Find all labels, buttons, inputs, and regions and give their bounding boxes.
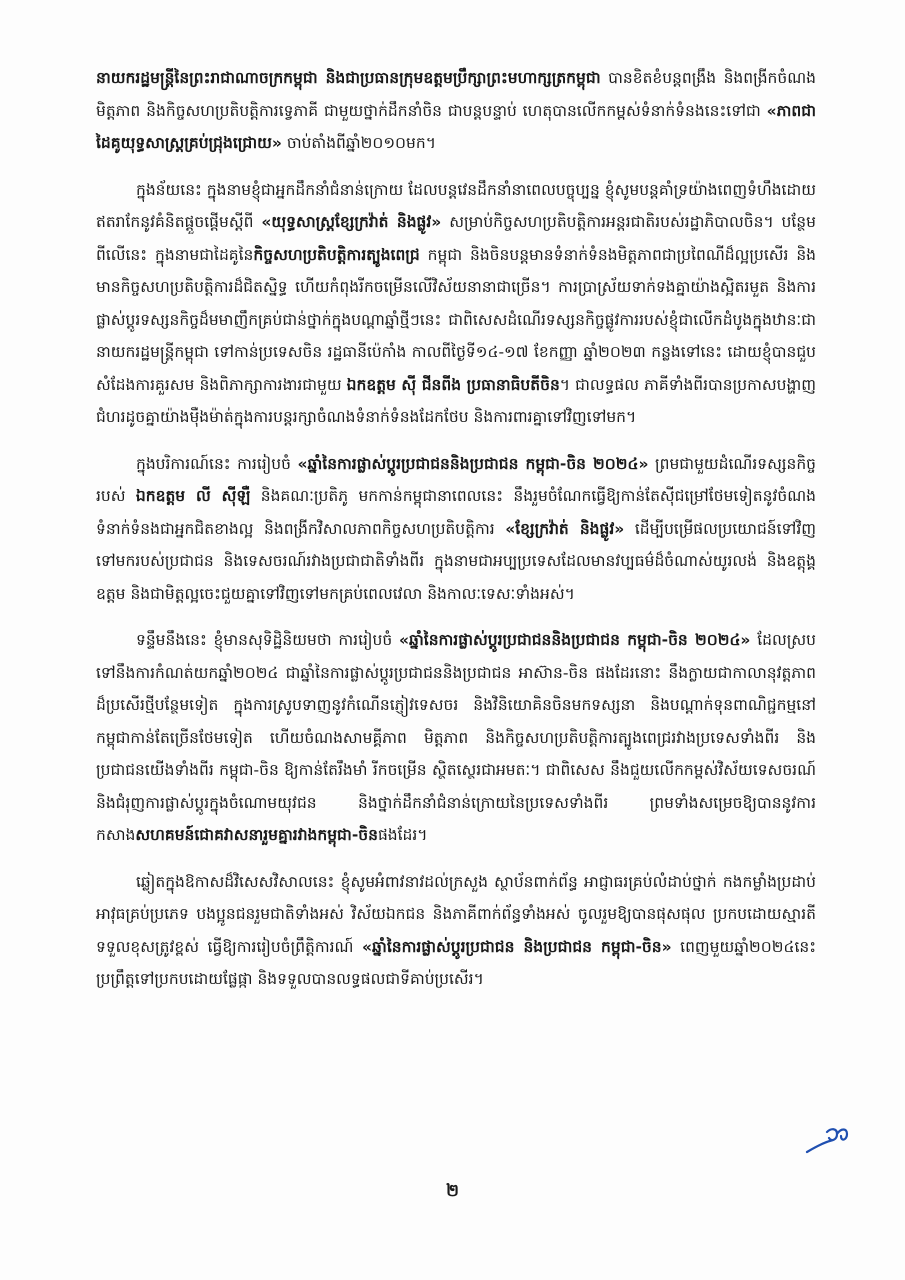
bold-text: កិច្ចសហប្រតិបត្តិការត្បូងពេជ្រ [253, 245, 420, 264]
body-text: ដែលស្របទៅនឹងការកំណត់យកឆ្នាំ២០២៤ ជាឆ្នាំនៃការផ្លាស់ប្តូរប្រជាជននិងប្រជាជន អាស៊ាន-ចិន ផងដែរនោះ នឹងក្លាយជាកាលានុវត្តភាពដ៏ប្រសើរថ្មីបន្ថែមទៀត ក្នុងការស្រូបទាញនូវកំណើនភ្ញៀវទេសចរ និងវិនិយោគិនចិនមកទស្សនា និងបណ្តាក់ទុនពាណិជ្ជកម្មនៅកម្ពុជាកាន់តែច្រើនថែមទៀត ហើយចំណងសាមគ្គីភាព មិត្តភាព និងកិច្ចសហប្រតិបត្តិការត្បូងពេជ្ររវាងប្រទេសទាំងពីរ និងប្រជាជនយើងទាំងពីរ កម្ពុជា-ចិន ឱ្យកាន់តែរឹងមាំ រីកចម្រើន ស្ថិតស្ថេរជាអមតៈ។ ជាពិសេស នឹងជួយលើកកម្ពស់វិស័យទេសចរណ៍ និងជំរុញការផ្លាស់ប្តូរក្នុងចំណោមយុវជន និងថ្នាក់ដឹកនាំជំនាន់ក្រោយនៃប្រទេសទាំងពីរ ព្រមទាំងសម្រេចឱ្យបាននូវការកសាង [96, 631, 816, 844]
body-text: ពេញមួយឆ្នាំ២០២៤នេះ ប្រព្រឹត្តទៅប្រកបដោយផ្លែផ្កា និងទទួលបានលទ្ធផលជាទីគាប់ប្រសើរ។ [96, 937, 817, 988]
paragraph [96, 866, 816, 996]
body-text: ។ ជាលទ្ធផល ភាគីទាំងពីរបានប្រកាសបង្ហាញជំហរដូចគ្នាយ៉ាងម៉ឺងម៉ាត់ក្នុងការបន្តរក្សាចំណងទំនាក់ទំនងដែកថែប និងការពារគ្នាទៅវិញទៅមក។ [96, 375, 816, 426]
bold-text: «ភាពជាដៃគូយុទ្ធសាស្ត្រគ្រប់ជ្រុងជ្រោយ» [96, 101, 816, 152]
page-number: ២ [446, 1181, 459, 1201]
body-text: បានខិតខំបន្តពង្រឹង និងពង្រីកចំណងមិត្តភាព និងកិច្ចសហប្រតិបត្តិការទ្វេភាគី ជាមួយថ្នាក់ដឹកនាំចិន ជាបន្តបន្ទាប់ ហេតុបានលើកកម្ពស់ទំនាក់ទំនងនេះទៅជា [96, 69, 816, 120]
body-text: ក្នុងន័យនេះ ក្នុងនាមខ្ញុំជាអ្នកដឹកនាំជំនាន់ក្រោយ ដែលបន្តវេនដឹកនាំនាពេលបច្ចុប្បន្ន ខ្ញុំសូមបន្តគាំទ្រយ៉ាងពេញទំហឹងដោយឥតរាកែនូវគំនិតផ្តួចផ្តើមស្តីពី [96, 180, 816, 231]
body-text: កម្ពុជា និងចិនបន្តមានទំនាក់ទំនងមិត្តភាពជាប្រពៃណីដ៏ល្អប្រសើរ និងមានកិច្ចសហប្រតិបត្តិការដ៏ជិតស្និទ្ធ ហើយកំពុងរីកចម្រើនលើវិស័យនានាជាច្រើន។ ការប្រាស្រ័យទាក់ទងគ្នាយ៉ាងស្អិតរមួត និងការផ្លាស់ប្តូរទស្សនកិច្ចដ៏មមាញឹកគ្រប់ជាន់ថ្នាក់ក្នុងបណ្តាឆ្នាំថ្មីៗនេះ ជាពិសេសដំណើរទស្សនកិច្ចផ្លូវការរបស់ខ្ញុំជាលើកដំបូងក្នុងឋានៈជានាយករដ្ឋមន្ត្រីកម្ពុជា ទៅកាន់ប្រទេសចិន រដ្ឋធានីប៉េកាំង កាលពីថ្ងៃទី១៤-១៧ ខែកញ្ញា ឆ្នាំ២០២៣ កន្លងទៅនេះ ដោយខ្ញុំបានជួបសំដែងការគួរសម និងពិភាក្សាការងារជាមួយ [96, 245, 816, 394]
body-text: ចាប់តាំងពីឆ្នាំ២០១០មក។ [281, 134, 436, 152]
body-text: និងគណៈប្រតិភូ មកកាន់កម្ពុជានាពេលនេះ នឹងរួមចំណែកធ្វើឱ្យកាន់តែស៊ីជម្រៅថែមទៀតនូវចំណងទំនាក់ទំនងជាអ្នកជិតខាងល្អ និងពង្រីកវិសាលភាពកិច្ចសហប្រតិបត្តិការ [96, 487, 816, 538]
bold-text: «យុទ្ធសាស្ត្រខ្សែក្រវ៉ាត់ និងផ្លូវ» [261, 213, 442, 231]
bold-text: សហគមន៍ជោគវាសនារួមគ្នារវាងកម្ពុជា-ចិន [135, 826, 378, 844]
paragraph [96, 174, 816, 434]
paragraph [96, 624, 816, 852]
bold-text: «ខ្សែក្រវ៉ាត់ និងផ្លូវ» [505, 519, 625, 538]
bold-text: «ឆ្នាំនៃការផ្លាស់ប្តូរប្រជាជន និងប្រជាជន កម្ពុជា-ចិន» [362, 937, 672, 956]
body-text: ទន្ទឹមនឹងនេះ ខ្ញុំមានសុទិដ្ឋិនិយមថា ការរៀបចំ [136, 631, 400, 649]
handwritten-initial [805, 1120, 855, 1160]
document-body [96, 62, 816, 1010]
paragraph [96, 448, 816, 611]
paragraph [96, 62, 816, 160]
body-text: ក្នុងបរិការណ៍នេះ ការរៀបចំ [136, 454, 298, 473]
bold-text: នាយករដ្ឋមន្ត្រីនៃព្រះរាជាណាចក្រកម្ពុជា និងជាប្រធានក្រុមឧត្តមប្រឹក្សាព្រះមហាក្សត្រកម្ពុជា [96, 69, 601, 87]
body-text: សម្រាប់កិច្ចសហប្រតិបត្តិការអន្តរជាតិរបស់រដ្ឋាភិបាលចិន។ បន្ថែមពីលើនេះ ក្នុងនាមជាដៃគូនៃ [96, 213, 816, 264]
bold-text: «ឆ្នាំនៃការផ្លាស់ប្តូរប្រជាជននិងប្រជាជន កម្ពុជា-ចិន ២០២៤» [399, 631, 751, 649]
bold-text: «ឆ្នាំនៃការផ្លាស់ប្តូរប្រជាជននិងប្រជាជន កម្ពុជា-ចិន ២០២៤» [297, 454, 649, 473]
bold-text: ឯកឧត្តម លី ស៊ីឡឺ [135, 487, 251, 505]
bold-text: ឯកឧត្តម ស៊ី ជីនពីង ប្រធានាធិបតីចិន [346, 375, 560, 394]
body-text: ឆ្លៀតក្នុងឱកាសដ៏វិសេសវិសាលនេះ ខ្ញុំសូមអំពាវនាវដល់ក្រសួង ស្ថាប័នពាក់ព័ន្ធ អាជ្ញាធរគ្រប់លំដាប់ថ្នាក់ កងកម្លាំងប្រដាប់អាវុធគ្រប់ប្រភេទ បងប្អូនជនរួមជាតិទាំងអស់ វិស័យឯកជន និងភាគីពាក់ព័ន្ធទាំងអស់ ចូលរួមឱ្យបានផុសផុល ប្រកបដោយស្មារតីទទួលខុសត្រូវខ្ពស់ ធ្វើឱ្យការរៀបចំព្រឹត្តិការណ៍ [96, 872, 816, 956]
body-text: ផងដែរ។ [377, 826, 428, 844]
body-text: ដើម្បីបម្រើផលប្រយោជន៍ទៅវិញទៅមករបស់ប្រជាជន និងទេសចរណ៍រវាងប្រជាជាតិទាំងពីរ ក្នុងនាមជាអប្បប្រទេសដែលមានវប្បធម៌ដ៏ចំណាស់យូរលង់ និងឧត្តុង្គឧត្តម និងជាមិត្តល្អចេះជួយគ្នាទៅវិញទៅមកគ្រប់ពេលវេលា និងកាលៈទេសៈទាំងអស់។ [96, 519, 816, 603]
body-text: ព្រមជាមួយដំណើរទស្សនកិច្ចរបស់ [96, 454, 816, 505]
